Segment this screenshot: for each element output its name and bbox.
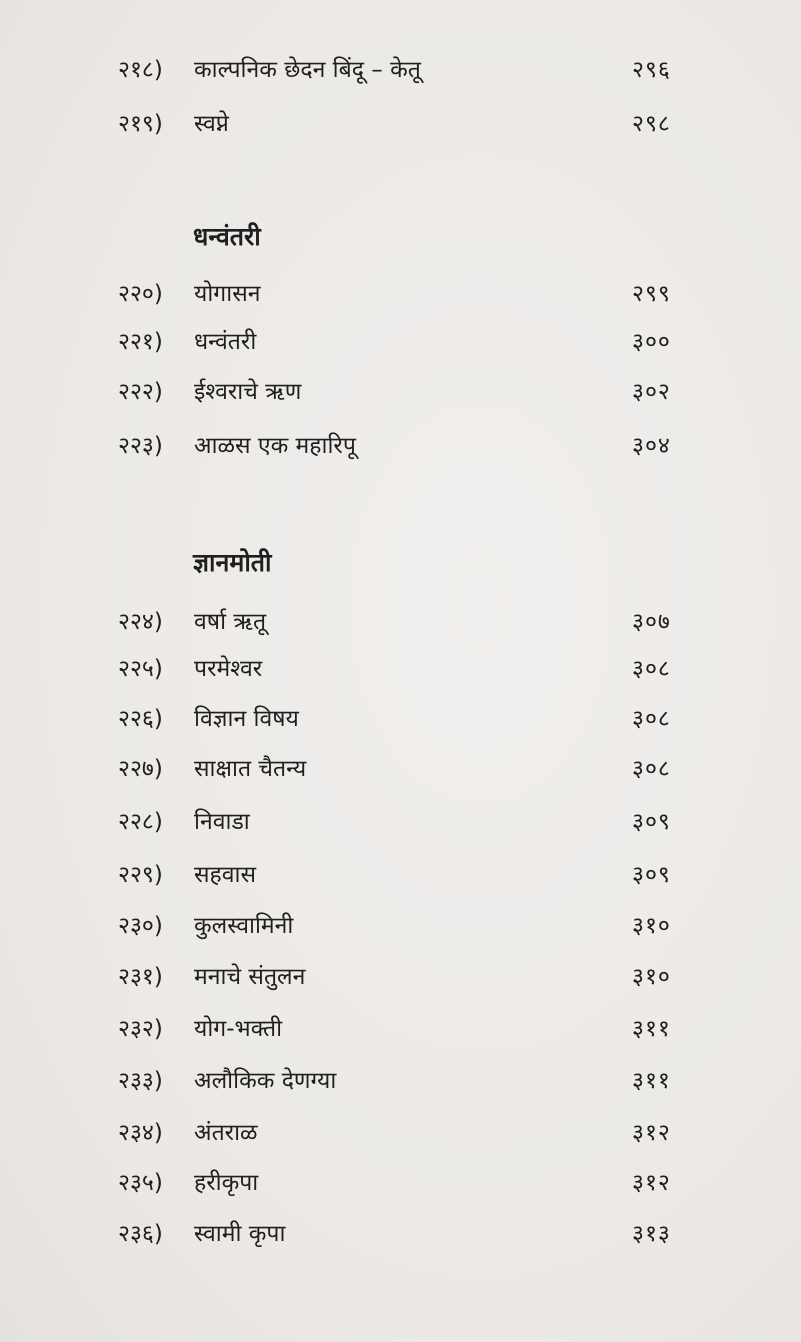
entry-number: २३४)	[118, 1120, 163, 1146]
entry-number: २३३)	[118, 1068, 163, 1094]
entry-title: वर्षा ऋतू	[194, 609, 267, 635]
entry-title: हरीकृपा	[194, 1170, 259, 1196]
entry-title: स्वप्ने	[194, 111, 229, 137]
entry-page: ३०९	[632, 862, 671, 888]
entry-page: ३११	[632, 1068, 671, 1094]
toc-entry	[118, 957, 688, 997]
entry-number: २१८)	[118, 57, 163, 83]
toc-entry	[118, 1113, 688, 1153]
entry-title: ईश्वराचे ऋण	[194, 379, 302, 405]
entry-page: ३००	[632, 329, 671, 355]
entry-page: ३०२	[632, 379, 671, 405]
toc-entry	[118, 1214, 688, 1254]
toc-entry	[118, 50, 688, 90]
entry-number: २१९)	[118, 111, 163, 137]
entry-page: ३११	[632, 1016, 671, 1042]
entry-page: ३१२	[632, 1120, 671, 1146]
toc-entry	[118, 749, 688, 789]
entry-page: २९८	[632, 111, 671, 137]
entry-page: ३१०	[632, 964, 671, 990]
toc-entry	[118, 426, 688, 466]
entry-title: अलौकिक देणग्या	[194, 1068, 337, 1094]
entry-number: २२८)	[118, 809, 163, 835]
entry-title: साक्षात चैतन्य	[194, 756, 307, 782]
toc-entry	[118, 699, 688, 739]
entry-page: ३१०	[632, 913, 671, 939]
entry-title: धन्वंतरी	[194, 329, 257, 355]
toc-entry	[118, 274, 688, 314]
toc-entry	[118, 649, 688, 689]
entry-number: २३६)	[118, 1221, 163, 1247]
toc-entry	[118, 1061, 688, 1101]
entry-number: २२३)	[118, 433, 163, 459]
entry-page: ३०८	[632, 656, 671, 682]
entry-number: २२९)	[118, 862, 163, 888]
entry-number: २३१)	[118, 964, 163, 990]
entry-number: २३२)	[118, 1016, 163, 1042]
toc-entry	[118, 802, 688, 842]
entry-title: मनाचे संतुलन	[194, 964, 306, 990]
entry-title: कुलस्वामिनी	[194, 913, 294, 939]
entry-title: निवाडा	[194, 809, 250, 835]
entry-title: स्वामी कृपा	[194, 1221, 286, 1247]
entry-page: ३१२	[632, 1170, 671, 1196]
entry-number: २२६)	[118, 706, 163, 732]
entry-title: विज्ञान विषय	[194, 706, 299, 732]
entry-page: २९९	[632, 281, 671, 307]
entry-page: २९६	[632, 57, 671, 83]
entry-number: २२१)	[118, 329, 163, 355]
entry-page: ३०८	[632, 706, 671, 732]
entry-page: ३१३	[632, 1221, 671, 1247]
toc-entry	[118, 1163, 688, 1203]
entry-number: २३५)	[118, 1170, 163, 1196]
entry-title: योगासन	[194, 281, 261, 307]
toc-entry	[118, 372, 688, 412]
toc-entry	[118, 602, 688, 642]
entry-page: ३०८	[632, 756, 671, 782]
toc-entry	[118, 906, 688, 946]
entry-title: सहवास	[194, 862, 257, 888]
entry-page: ३०९	[632, 809, 671, 835]
entry-number: २३०)	[118, 913, 163, 939]
entry-title: काल्पनिक छेदन बिंदू – केतू	[194, 57, 421, 83]
toc-entry	[118, 855, 688, 895]
entry-title: अंतराळ	[194, 1120, 258, 1146]
section-heading: धन्वंतरी	[193, 222, 261, 251]
entry-number: २२७)	[118, 756, 163, 782]
entry-number: २२०)	[118, 281, 163, 307]
entry-title: आळस एक महारिपू	[194, 433, 356, 459]
toc-entry	[118, 322, 688, 362]
toc-entry	[118, 104, 688, 144]
entry-number: २२५)	[118, 656, 163, 682]
toc-entry	[118, 1009, 688, 1049]
entry-number: २२२)	[118, 379, 163, 405]
entry-title: योग-भक्ती	[194, 1016, 283, 1042]
section-heading: ज्ञानमोती	[193, 548, 272, 577]
entry-number: २२४)	[118, 609, 163, 635]
entry-page: ३०४	[632, 433, 671, 459]
entry-page: ३०७	[632, 609, 671, 635]
entry-title: परमेश्वर	[194, 656, 263, 682]
